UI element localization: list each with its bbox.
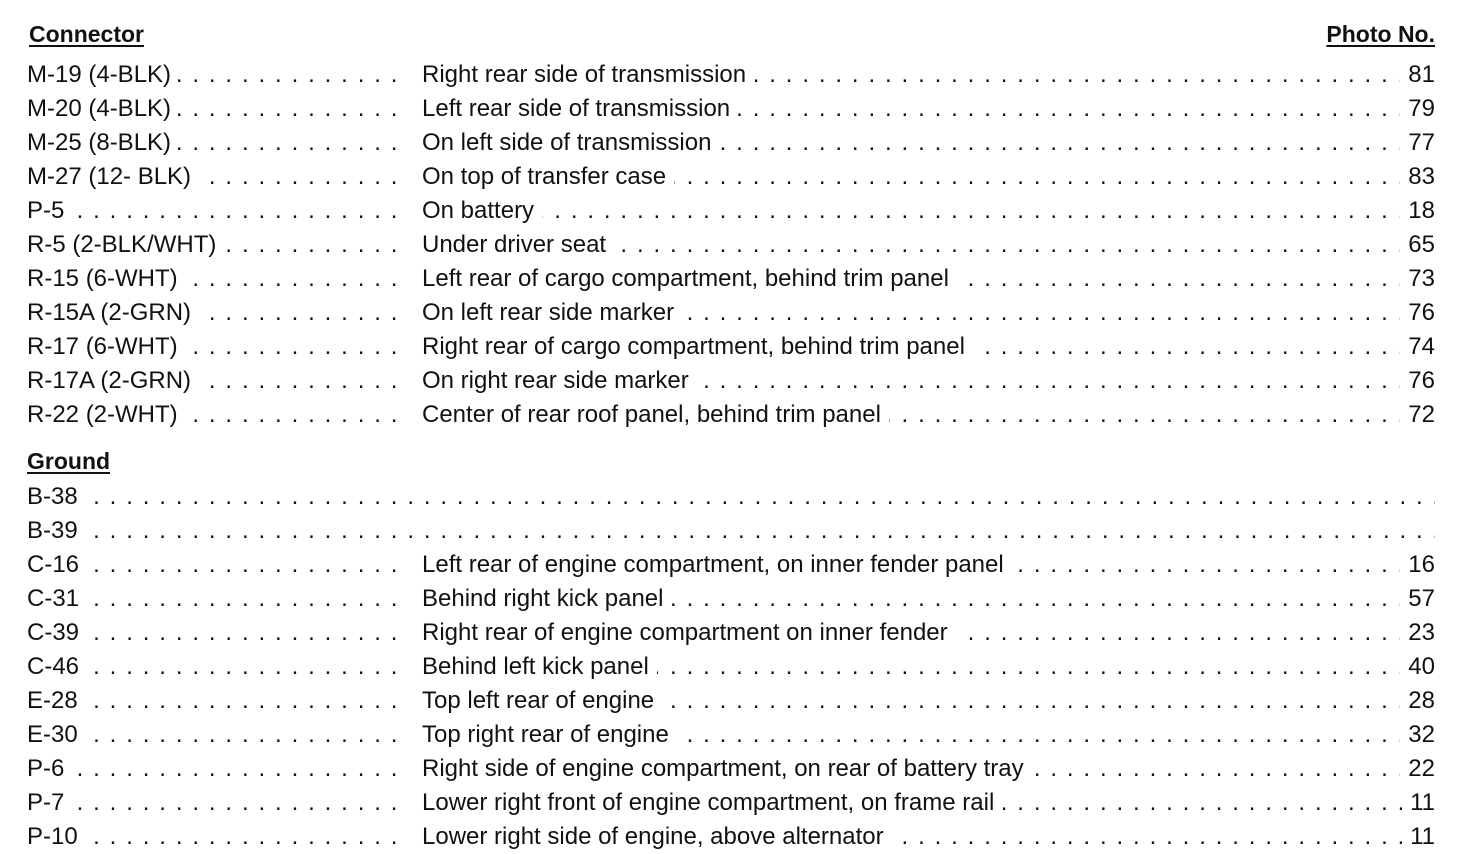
connectors-id: R-17A (2-GRN) xyxy=(27,367,197,394)
grounds-photo-number: 57 xyxy=(1400,582,1435,616)
ground-heading: Ground xyxy=(27,448,111,474)
grounds-row xyxy=(27,752,1435,786)
connectors-photo-number: 74 xyxy=(1400,330,1435,364)
grounds-id: P-7 xyxy=(27,789,70,816)
photo-no-heading: Photo No. xyxy=(1326,21,1435,47)
grounds-location: Left rear of engine compartment, on inner fender panel xyxy=(422,551,1012,578)
grounds-id: P-10 xyxy=(27,823,84,850)
grounds-row xyxy=(27,514,1435,548)
connectors-row xyxy=(27,92,1435,126)
connectors-row xyxy=(27,160,1435,194)
grounds-location: Right side of engine compartment, on rear of battery tray xyxy=(422,755,1032,782)
connector-heading: Connector xyxy=(29,21,144,47)
connectors-photo-number: 73 xyxy=(1400,262,1435,296)
connectors-row xyxy=(27,262,1435,296)
connectors-photo-number: 83 xyxy=(1400,160,1435,194)
grounds-row xyxy=(27,786,1435,820)
grounds-location: Lower right side of engine, above alternator xyxy=(422,823,892,850)
connectors-location: Left rear of cargo compartment, behind trim panel xyxy=(422,265,957,292)
grounds-location: Behind left kick panel xyxy=(422,653,657,680)
connectors-photo-number: 76 xyxy=(1400,364,1435,398)
grounds-row xyxy=(27,480,1435,514)
connectors-photo-number: 18 xyxy=(1400,194,1435,228)
grounds-row xyxy=(27,718,1435,752)
grounds-id: E-30 xyxy=(27,721,84,748)
grounds-photo-number: 40 xyxy=(1400,650,1435,684)
connectors-location: On right rear side marker xyxy=(422,367,697,394)
connectors-location: On left rear side marker xyxy=(422,299,682,326)
grounds-row xyxy=(27,820,1435,854)
grounds-row xyxy=(27,650,1435,684)
connectors-location: On top of transfer case xyxy=(422,163,674,190)
connectors-id: M-25 (8-BLK) xyxy=(27,129,177,156)
grounds-id: C-16 xyxy=(27,551,85,578)
grounds-photo-number: 32 xyxy=(1400,718,1435,752)
grounds-photo-number: 22 xyxy=(1400,752,1435,786)
grounds-id: C-39 xyxy=(27,619,85,646)
connectors-row xyxy=(27,126,1435,160)
grounds-id: B-39 xyxy=(27,517,84,544)
connectors-photo-number: 65 xyxy=(1400,228,1435,262)
connectors-id: M-20 (4-BLK) xyxy=(27,95,177,122)
connectors-row xyxy=(27,194,1435,228)
connectors-photo-number: 76 xyxy=(1400,296,1435,330)
connectors-id: R-15A (2-GRN) xyxy=(27,299,197,326)
grounds-photo-number: 23 xyxy=(1400,616,1435,650)
grounds-id: E-28 xyxy=(27,687,84,714)
connectors-id: R-22 (2-WHT) xyxy=(27,401,184,428)
connectors-id: R-15 (6-WHT) xyxy=(27,265,184,292)
connectors-location: Center of rear roof panel, behind trim panel xyxy=(422,401,889,428)
connectors-photo-number: 79 xyxy=(1400,92,1435,126)
connectors-row xyxy=(27,330,1435,364)
grounds-row xyxy=(27,684,1435,718)
connectors-id: M-27 (12- BLK) xyxy=(27,163,197,190)
grounds-id: P-6 xyxy=(27,755,70,782)
connectors-location: Right rear side of transmission xyxy=(422,61,754,88)
grounds-id: B-38 xyxy=(27,483,84,510)
grounds-location: Right rear of engine compartment on inner fender xyxy=(422,619,956,646)
connectors-id: P-5 xyxy=(27,197,70,224)
grounds-row xyxy=(27,582,1435,616)
connectors-row xyxy=(27,58,1435,92)
grounds-row xyxy=(27,616,1435,650)
grounds-id: C-31 xyxy=(27,585,85,612)
connectors-location: On battery xyxy=(422,197,542,224)
grounds-photo-number: 11 xyxy=(1402,786,1435,820)
connectors-row xyxy=(27,296,1435,330)
grounds-location: Top right rear of engine xyxy=(422,721,677,748)
connectors-photo-number: 72 xyxy=(1400,398,1435,432)
grounds-location: Behind right kick panel xyxy=(422,585,671,612)
grounds-row xyxy=(27,548,1435,582)
connectors-id: R-17 (6-WHT) xyxy=(27,333,184,360)
connectors-id: R-5 (2-BLK/WHT) xyxy=(27,231,222,258)
grounds-id: C-46 xyxy=(27,653,85,680)
connectors-photo-number: 81 xyxy=(1400,58,1435,92)
grounds-location: Top left rear of engine xyxy=(422,687,662,714)
connectors-row xyxy=(27,364,1435,398)
connectors-location: Left rear side of transmission xyxy=(422,95,738,122)
connectors-location: Under driver seat xyxy=(422,231,614,258)
connectors-location: On left side of transmission xyxy=(422,129,719,156)
grounds-photo-number: 11 xyxy=(1402,820,1435,854)
connectors-row xyxy=(27,398,1435,432)
connectors-location: Right rear of cargo compartment, behind trim panel xyxy=(422,333,973,360)
grounds-photo-number: 16 xyxy=(1400,548,1435,582)
connectors-id: M-19 (4-BLK) xyxy=(27,61,177,88)
connectors-row xyxy=(27,228,1435,262)
connectors-photo-number: 77 xyxy=(1400,126,1435,160)
grounds-photo-number: 28 xyxy=(1400,684,1435,718)
grounds-location: Lower right front of engine compartment, on frame rail xyxy=(422,789,1002,816)
